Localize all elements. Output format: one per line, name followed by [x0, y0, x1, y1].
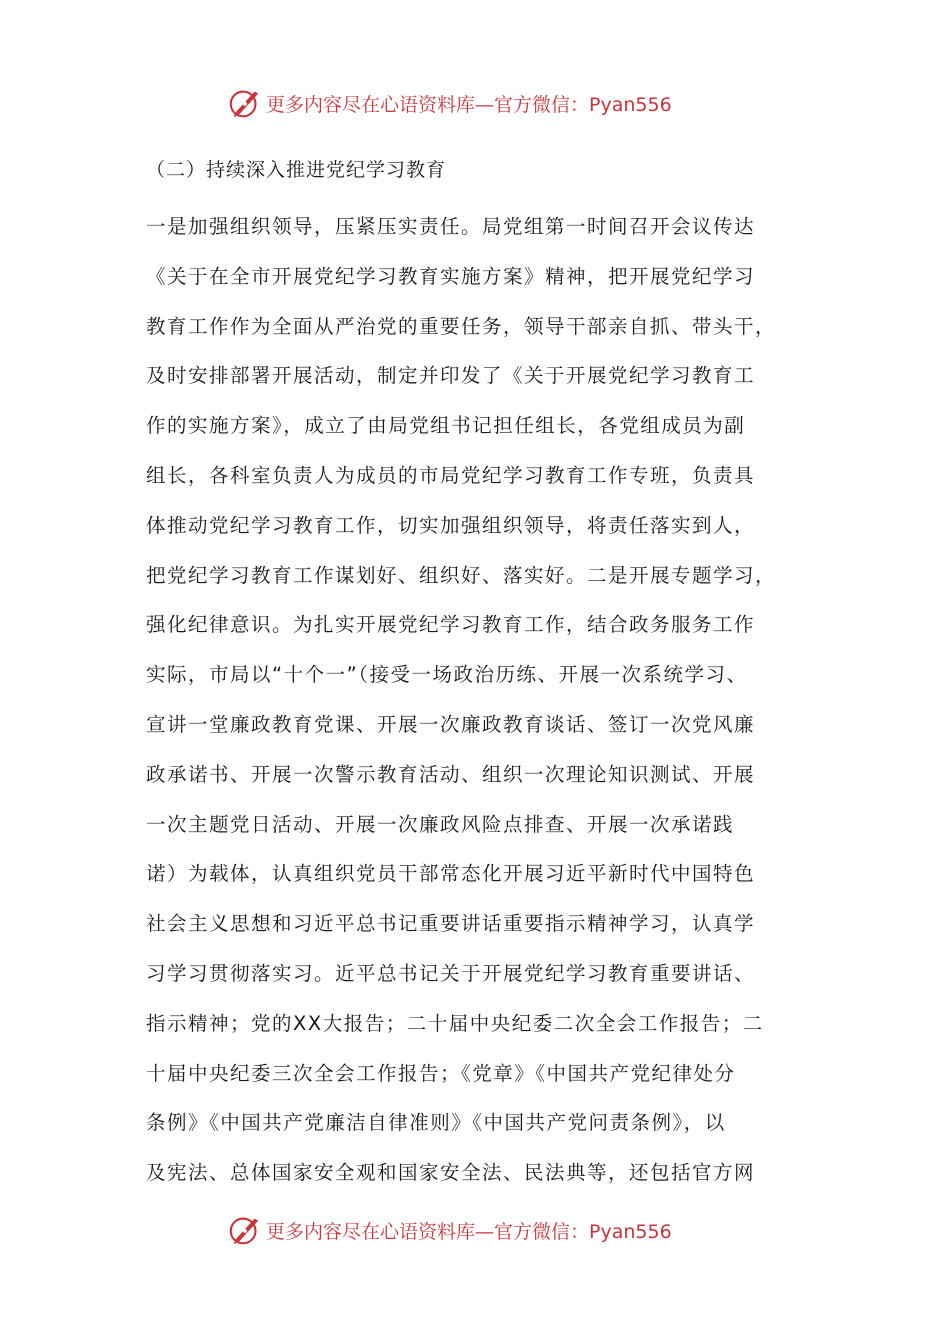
paragraph-line: 一是加强组织领导，压紧压实责任。局党组第一时间召开会议传达 [146, 215, 756, 238]
paragraph-line: 习学习贯彻落实习。近平总书记关于开展党纪学习教育重要讲话、 [146, 961, 756, 985]
document-body [146, 152, 826, 1198]
pen-circle-logo-icon [226, 84, 264, 122]
paragraph-line: 组长，各科室负责人为成员的市局党纪学习教育工作专班，负责具 [146, 463, 756, 487]
paragraph-line: 指示精神；党的XX大报告；二十届中央纪委二次全会工作报告；二 [146, 1011, 764, 1035]
paragraph-line: 十届中央纪委三次全会工作报告；《党章》《中国共产党纪律处分 [146, 1061, 736, 1085]
banner-text: 更多内容尽在心语资料库—官方微信：Pyan556 [266, 93, 672, 116]
paragraph-line: 及宪法、总体国家安全观和国家安全法、民法典等，还包括官方网 [146, 1161, 756, 1185]
paragraph-line: 社会主义思想和习近平总书记重要讲话重要指示精神学习，认真学 [146, 912, 756, 936]
paragraph-line: 教育工作作为全面从严治党的重要任务，领导干部亲自抓、带头干， [146, 314, 777, 338]
paragraph-line: 把党纪学习教育工作谋划好、组织好、落实好。二是开展专题学习， [146, 563, 777, 587]
paragraph-line: 一次主题党日活动、开展一次廉政风险点排查、开展一次承诺践 [146, 812, 735, 836]
paragraph-line: 实际，市局以“十个一”（接受一场政治历练、开展一次系统学习、 [146, 663, 748, 687]
banner-text: 更多内容尽在心语资料库—官方微信：Pyan556 [266, 1220, 672, 1243]
paragraph-line: 及时安排部署开展活动，制定并印发了《关于开展党纪学习教育工 [146, 364, 756, 388]
paragraph-line: 条例》《中国共产党廉洁自律准则》《中国共产党问责条例》，以 [146, 1111, 726, 1135]
wechat-id: Pyan556 [589, 93, 672, 116]
paragraph-line: 政承诺书、开展一次警示教育活动、组织一次理论知识测试、开展 [146, 762, 756, 786]
pen-circle-logo-icon [226, 1211, 264, 1249]
section-heading: （二）持续深入推进党纪学习教育 [146, 159, 447, 181]
paragraph-line: 诺）为载体，认真组织党员干部常态化开展习近平新时代中国特色 [146, 862, 756, 886]
paragraph-line: 作的实施方案》，成立了由局党组书记担任组长，各党组成员为副 [146, 414, 746, 438]
paragraph-line: 《关于在全市开展党纪学习教育实施方案》精神，把开展党纪学习 [146, 264, 756, 288]
footer-watermark-banner [226, 1210, 746, 1250]
paragraph-line: 体推动党纪学习教育工作，切实加强组织领导，将责任落实到人， [146, 513, 756, 537]
wechat-id: Pyan556 [589, 1220, 672, 1243]
paragraph-line: 宣讲一堂廉政教育党课、开展一次廉政教育谈话、签订一次党风廉 [146, 712, 756, 736]
header-watermark-banner [226, 83, 746, 123]
body-paragraph [146, 202, 826, 1198]
paragraph-line: 强化纪律意识。为扎实开展党纪学习教育工作，结合政务服务工作 [146, 613, 756, 637]
